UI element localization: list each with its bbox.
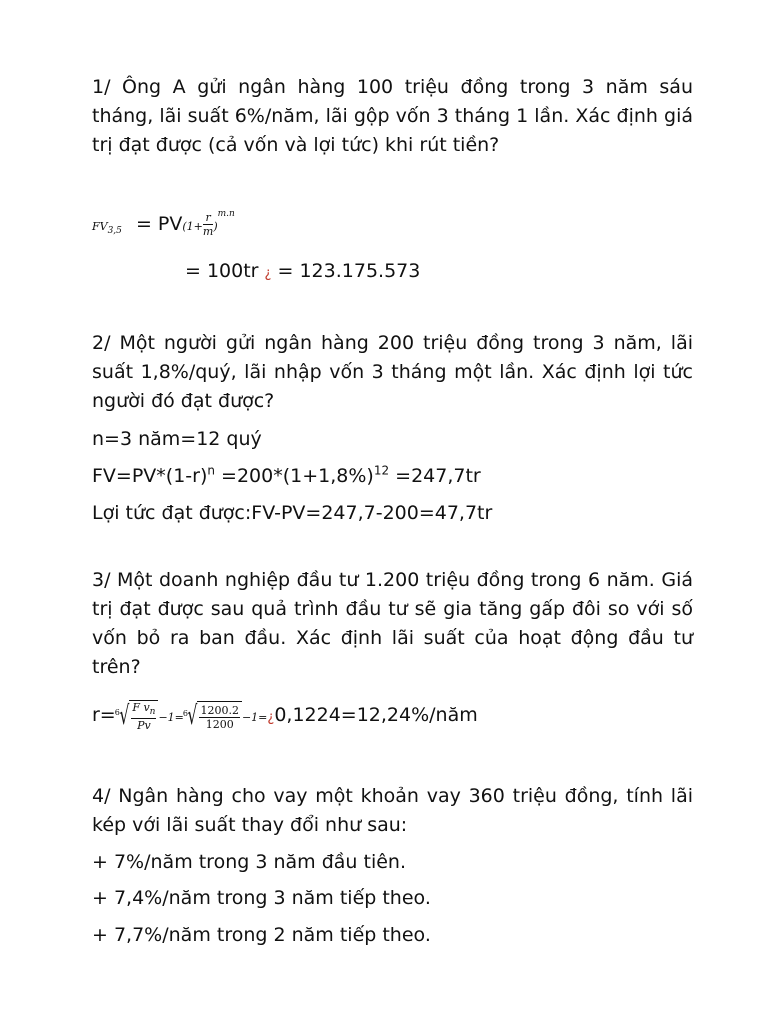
problem-3-text: 3/ Một doanh nghiệp đầu tư 1.200 triệu đồng trong 6 năm. Giá trị đạt được sau quả trình đầu tư sẽ gia tăng gấp đôi so với số vốn bỏ ra ban đầu. Xác định lãi suất của hoạt động đầu tư trên? <box>92 569 693 678</box>
problem-3-formula <box>92 700 478 731</box>
problem-1-formula <box>92 211 235 244</box>
formula-exponent: m.n <box>217 209 235 219</box>
fv-symbol: $FV_{3,5}$ <box>92 220 122 237</box>
formula-paren-close: ) <box>213 220 218 233</box>
problem-2-line-2: $FV=PV*(1-r)^n =200*(1+1,8\%)^{12} =247,7tr$ <box>92 463 481 487</box>
result-value: = 123.175.573 <box>277 260 421 282</box>
sixth-root-1: 6 √ $\frac{F v_n}{Pv}$ <box>116 700 159 731</box>
formula-one-plus: 1+ <box>186 220 203 233</box>
rate-item: + 7,7%/năm trong 2 năm tiếp theo. <box>92 924 431 946</box>
problem-1-text: 1/ Ông A gửi ngân hàng 100 triệu đồng trong 3 năm sáu tháng, lãi suất 6%/năm, lãi gộp vốn 3 tháng 1 lần. Xác định giá trị đạt được (cả vốn và lợi tức) khi rút tiền? <box>92 76 693 156</box>
rate-item: + 7%/năm trong 3 năm đầu tiên. <box>92 851 406 873</box>
problem-4-text: 4/ Ngân hàng cho vay một khoản vay 360 triệu đồng, tính lãi kép với lãi suất thay đổi như sau: <box>92 785 693 836</box>
placeholder-mark: ¿ <box>267 710 275 726</box>
minus-one-2: −1= <box>241 711 268 725</box>
problem-2-text: 2/ Một người gửi ngân hàng 200 triệu đồng trong 3 năm, lãi suất 1,8%/quý, lãi nhập vốn 3 tháng một lần. Xác định lợi tức người đó đạt được? <box>92 332 693 412</box>
r-over-m-fraction: $\frac{r}{m}$ <box>202 211 214 238</box>
problem-2-line-3: Lợi tức đạt được:FV-PV=247,7-200=47,7tr <box>92 502 493 524</box>
interest-result: 0,1224=12,24%/năm <box>274 704 478 727</box>
problem-2-line-1: n=3 năm=12 quý <box>92 428 262 450</box>
rate-item: + 7,4%/năm trong 3 năm tiếp theo. <box>92 887 431 909</box>
formula-paren-open: ( <box>182 220 187 233</box>
sixth-root-2: 6 √ $\frac{1200.2}{1200}$ <box>184 701 242 730</box>
problem-1-result <box>185 258 420 287</box>
r-equals: r= <box>92 704 116 727</box>
placeholder-mark: ¿ <box>264 266 272 281</box>
formula-eq-pv: = PV <box>135 213 183 235</box>
result-prefix: = 100tr <box>185 260 259 282</box>
minus-one-1: −1= <box>158 711 184 725</box>
